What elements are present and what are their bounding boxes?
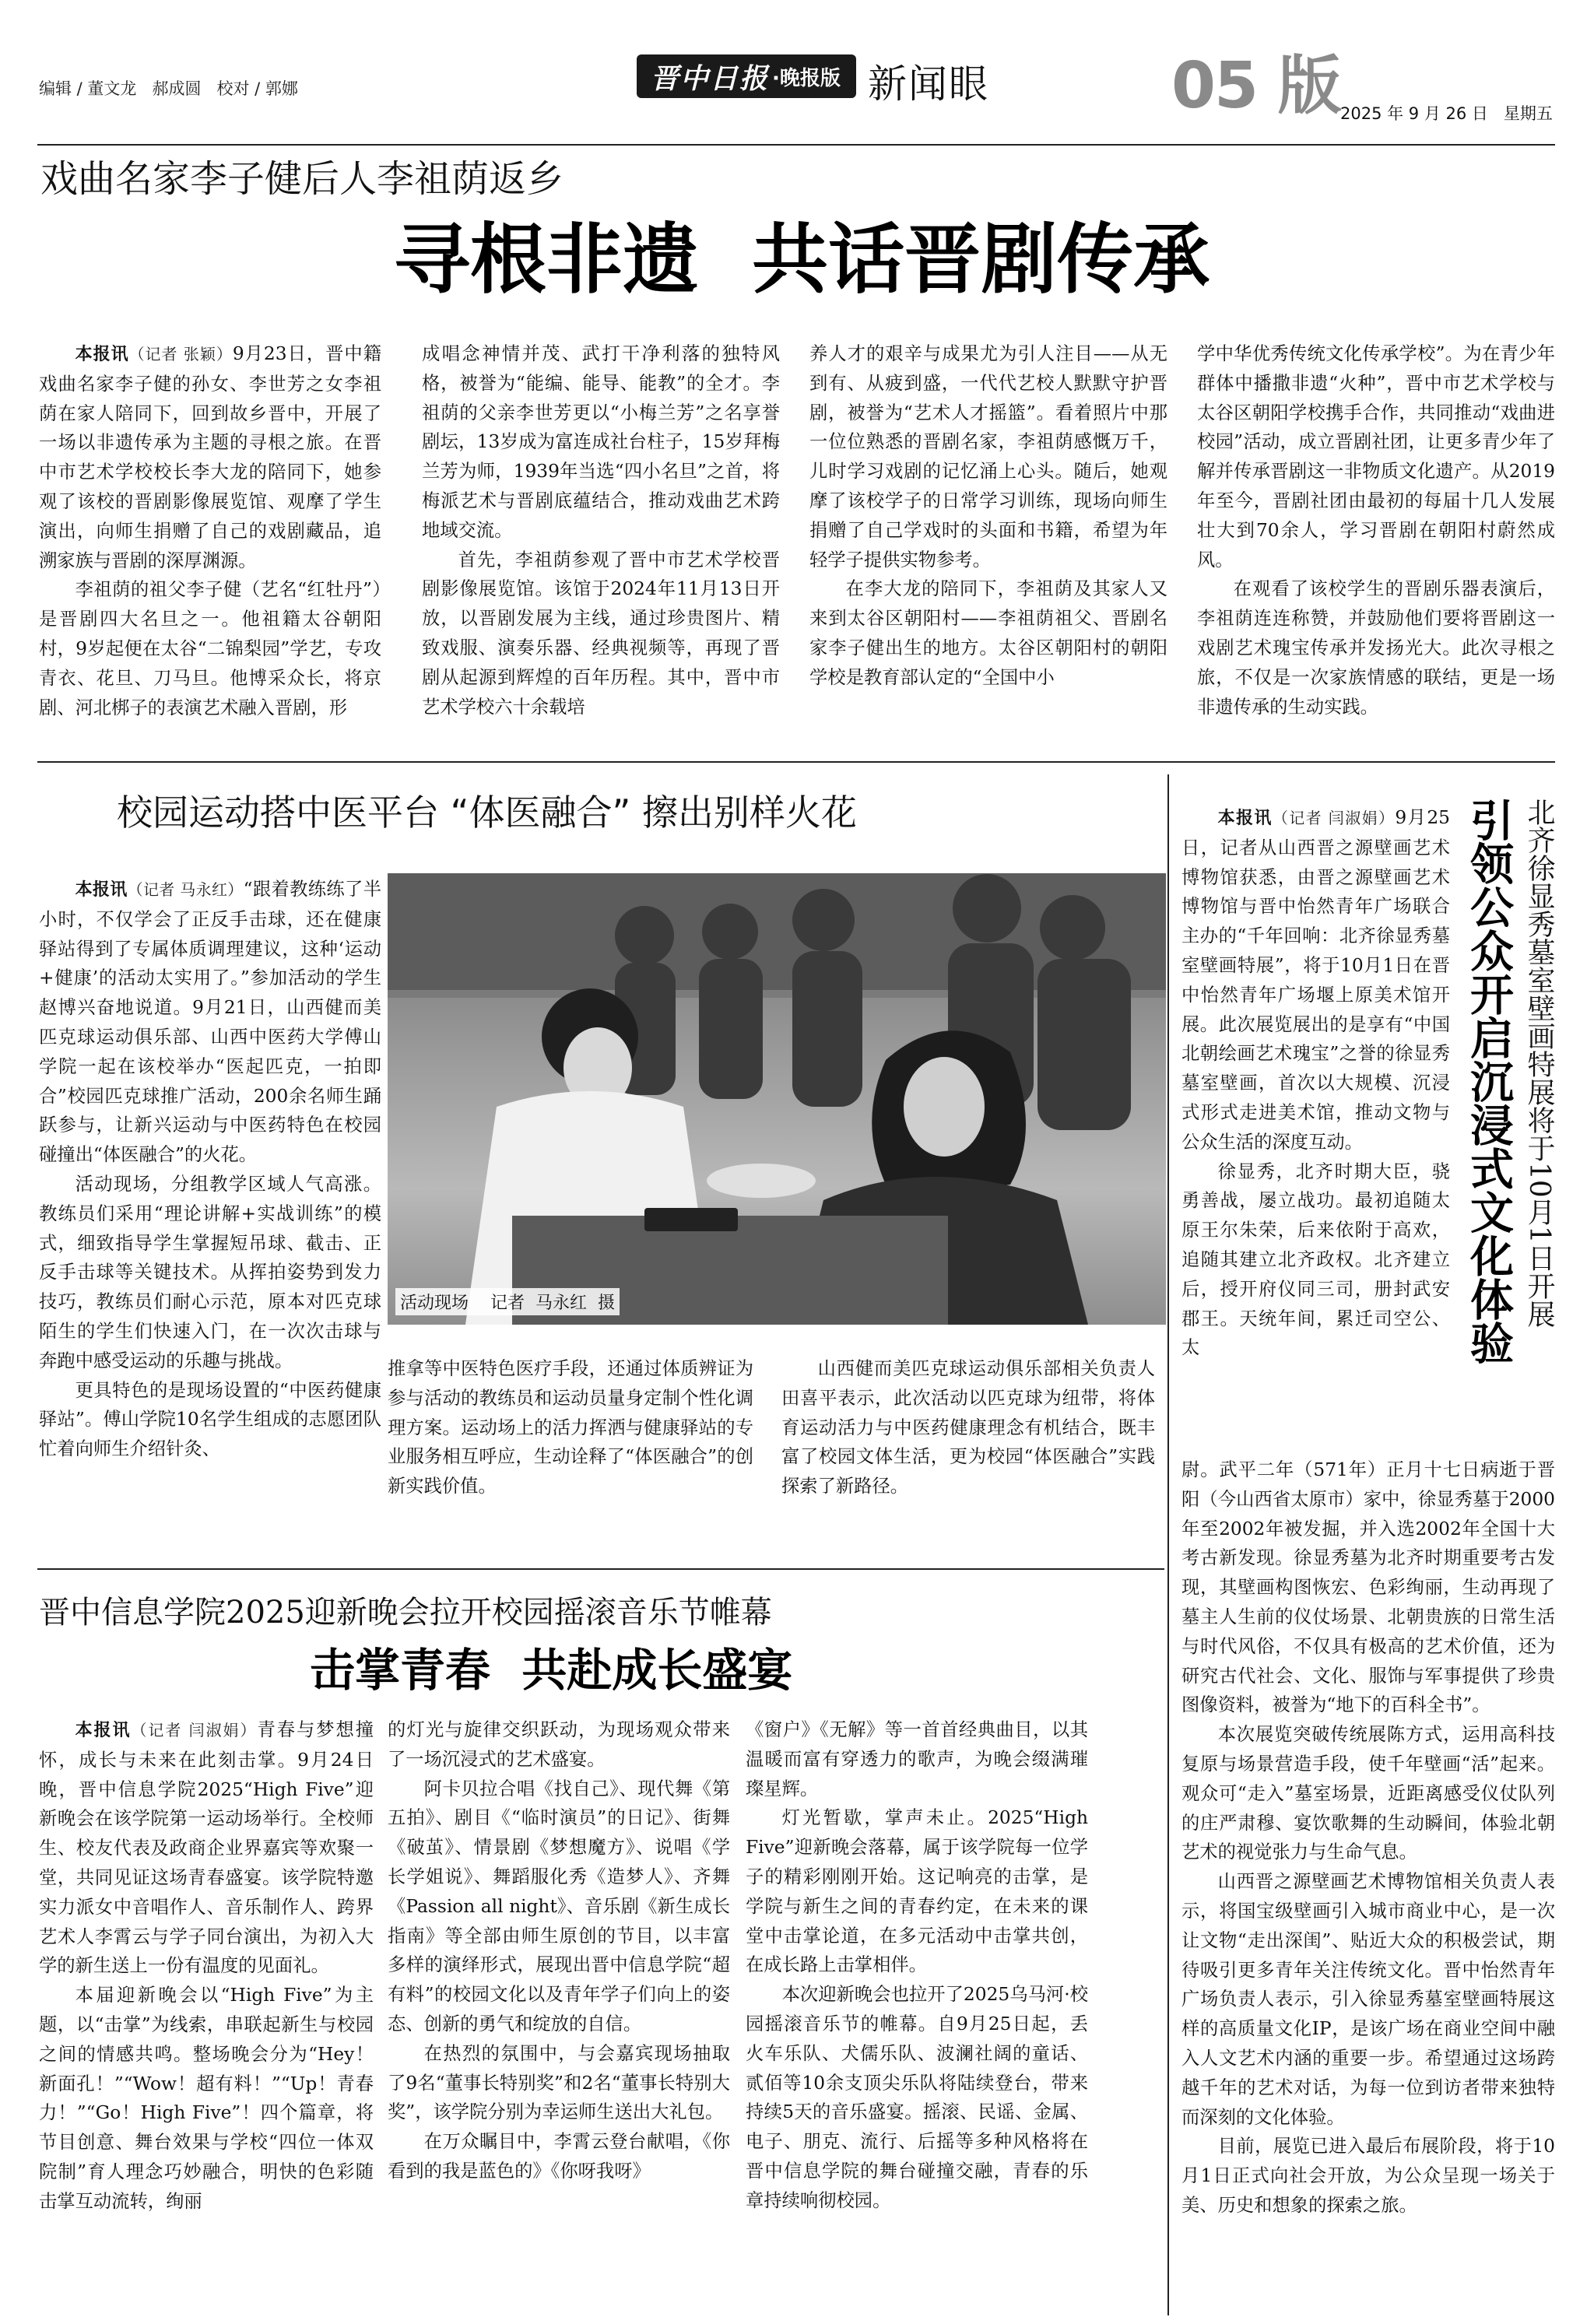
- article1-column-2: 成唱念神情并茂、武打干净利落的独特风格，被誉为“能编、能导、能教”的全才。李祖荫的父亲李世芳更以“小梅兰芳”之名享誉剧坛，13岁成为富连成社台柱子，15岁拜梅兰芳为师，1939年当选“四小名旦”之首，将梅派艺术与晋剧底蕴结合，推动戏曲艺术跨地域交流。 首先，李祖荫参观了晋中市艺术学校晋剧影像展览馆。该馆于2024年11月13日开放，以晋剧发展为主线，通过珍贵图片、精致戏服、演奏乐器、经典视频等，再现了晋剧从起源到辉煌的百年历程。其中，晋中市艺术学校六十余载培: [422, 343, 780, 718]
- section-name: 新闻眼: [868, 61, 989, 107]
- newspaper-logo: [637, 54, 856, 98]
- issue-date: 2025 年 9 月 26 日 星期五: [1340, 104, 1553, 123]
- article4-headline-sub: 北齐徐显秀墓室壁画特展将于10月1日开展: [1523, 798, 1555, 1328]
- article2-byline-label: 本报讯: [75, 880, 128, 900]
- article1-headline: 寻根非遗 共话晋剧传承: [393, 216, 1210, 304]
- masthead-rule: [37, 144, 1555, 146]
- article1-kicker: 戏曲名家李子健后人李祖荫返乡: [40, 157, 564, 201]
- article3-column-1: 本报讯（记者 闫淑娟）青春与梦想撞怀，成长与未来在此刻击掌。9月24日晚，晋中信息学院2025“High Five”迎新晚会在该学院第一运动场举行。全校师生、校友代表及政商企业界嘉宾等欢聚一堂，共同见证这场青春盛宴。该学院特邀实力派女中音唱作人、音乐制作人、跨界艺术人李霄云与学子同台演出，为初入大学的新生送上一份有温度的见面礼。 本届迎新晚会以“High Five”为主题，以“击掌”为线索，串联起新生与校园之间的情感共鸣。整场晚会分为“Hey！新面孔！”“Wow！超有料！”“Up！青春力！”“Go！High Five”！四个篇章，将节目创意、舞台效果与学校“四位一体双院制”育人理念巧妙融合，明快的色彩随击掌互动流转，绚丽: [39, 1719, 374, 2212]
- article4-column-wide: 尉。武平二年（571年）正月十七日病逝于晋阳（今山西省太原市）家中，徐显秀墓于2000年至2002年被发掘，并入选2002年全国十大考古新发现。徐显秀墓为北齐时期重要考古发现，其壁画构图恢宏、色彩绚丽，生动再现了墓主人生前的仪仗场景、北朝贵族的日常生活与时代风俗，不仅具有极高的艺术价值，还为研究古代社会、文化、服饰与军事提供了珍贵图像资料，被誉为“地下的百科全书”。 本次展览突破传统展陈方式，运用高科技复原与场景营造手段，使千年壁画“活”起来。观众可“走入”墓室场景，近距离感受仪仗队列的庄严肃穆、宴饮歌舞的生动瞬间，体验北朝艺术的视觉张力与生命气息。 山西晋之源壁画艺术博物馆相关负责人表示，将国宝级壁画引入城市商业中心，是一次让文物“走出深闺”、贴近大众的积极尝试，期待吸引更多青年关注传统文化。晋中怡然青年广场负责人表示，引入徐显秀墓室壁画特展这样的高质量文化IP，是该广场在商业空间中融入人文艺术内涵的重要一步。希望通过这场跨越千年的艺术对话，为每一位到访者带来独特而深刻的文化体验。 目前，展览已进入最后布展阶段，将于10月1日正式向社会开放，为公众呈现一场关于美、历史和想象的探索之旅。: [1181, 1459, 1555, 2216]
- editor-credits: 编辑 / 董文龙 郝成圆 校对 / 郭娜: [39, 79, 298, 98]
- article1-byline-reporter: （记者 张颖）: [128, 345, 233, 363]
- article1-byline-label: 本报讯: [75, 345, 129, 364]
- article3-byline-reporter: （记者 闫淑娟）: [131, 1721, 258, 1739]
- photo-scene: [388, 873, 1166, 1325]
- edition-tag: ·晚报版: [772, 66, 841, 90]
- article3-kicker: 晋中信息学院2025迎新晚会拉开校园摇滚音乐节帷幕: [39, 1595, 772, 1631]
- article1-bottom-rule: [37, 761, 1555, 763]
- article1-column-3: 养人才的艰辛与成果尤为引人注目——从无到有、从疲到盛，一代代艺校人默默守护晋剧，被誉为“艺术人才摇篮”。看着照片中那一位位熟悉的晋剧名家，李祖荫感慨万千，儿时学习戏剧的记忆涌上心头。随后，她观摩了该校学子的日常学习训练，现场向师生捐赠了自己学戏时的头面和书籍，希望为年轻学子提供实物参考。 在李大龙的陪同下，李祖荫及其家人又来到太谷区朝阳村——李祖荫祖父、晋剧名家李子健出生的地方。太谷区朝阳村的朝阳学校是教育部认定的“全国中小: [809, 343, 1167, 688]
- event-photo: [388, 873, 1166, 1325]
- article2-bottom-rule: [37, 1568, 1164, 1570]
- article2-byline-reporter: （记者 马永红）: [127, 880, 244, 899]
- article3-column-3: 《窗户》《无解》等一首首经典曲目，以其温暖而富有穿透力的歌声，为晚会缀满璀璨星辉。 灯光暂歇，掌声未止。2025“High Five”迎新晚会落幕，属于该学院每一位学子的精彩刚刚开始。这记响亮的击掌，是学院与新生之间的青春约定，在未来的课堂中击掌论道，在多元活动中击掌共创，在成长路上击掌相伴。 本次迎新晚会也拉开了2025乌马河·校园摇滚音乐节的帷幕。自9月25日起，丢火车乐队、犬儒乐队、波澜社阔的童话、贰佰等10余支顶尖乐队将陆续登台，带来持续5天的音乐盛宴。摇滚、民谣、金属、电子、朋克、流行、后摇等多种风格将在晋中信息学院的舞台碰撞交融，青春的乐章持续响彻校园。: [746, 1719, 1088, 2211]
- article4-column-narrow: 本报讯（记者 闫淑娟）9月25日，记者从山西晋之源壁画艺术博物馆获悉，由晋之源壁画艺术博物馆与晋中怡然青年广场联合主办的“千年回响：北齐徐显秀墓室壁画特展”，将于10月1日在晋中怡然青年广场堰上原美术馆开展。此次展览展出的是享有“中国北朝绘画艺术瑰宝”之誉的徐显秀墓室壁画，首次以大规模、沉浸式形式走进美术馆，推动文物与公众生活的深度互动。 徐显秀，北齐时期大臣，骁勇善战，屡立战功。最初追随太原王尔朱荣，后来依附于高欢，追随其建立北齐政权。北齐建立后，授开府仪同三司，册封武安郡王。天统年间，累迁司空公、太: [1181, 807, 1450, 1359]
- article3-column-2: 的灯光与旋律交织跃动，为现场观众带来了一场沉浸式的艺术盛宴。 阿卡贝拉合唱《找自己》、现代舞《第五拍》、剧目《“临时演员”的日记》、街舞《破茧》、情景剧《梦想魔方》、说唱《学长学姐说》、舞蹈服化秀《造梦人》、齐舞《Passion all night》、音乐剧《新生成长指南》等全部由师生原创的节目，以丰富多样的演绎形式，展现出晋中信息学院“超有料”的校园文化以及青年学子们向上的姿态、创新的勇气和绽放的自信。 在热烈的氛围中，与会嘉宾现场抽取了9名“董事长特别奖”和2名“董事长特别大奖”，该学院分别为幸运师生送出大礼包。 在万众瞩目中，李霄云登台献唱，《你看到的我是蓝色的》《你呀我呀》: [388, 1719, 730, 2182]
- article2-column-2: 推拿等中医特色医疗手段，还通过体质辨证为参与活动的教练员和运动员量身定制个性化调理方案。运动场上的活力挥洒与健康驿站的专业服务相互呼应，生动诠释了“体医融合”的创新实践价值。: [388, 1358, 753, 1497]
- article4-left-rule: [1167, 774, 1169, 2315]
- article2-column-1: 本报讯（记者 马永红）“跟着教练练了半小时，不仅学会了正反手击球，还在健康驿站得到了专属体质调理建议，这种‘运动+健康’的活动太实用了。”参加活动的学生赵博兴奋地说道。9月21日，山西健而美匹克球运动俱乐部、山西中医药大学傅山学院一起在该校举办“医起匹克，一拍即合”校园匹克球推广活动，200余名师生踊跃参与，让新兴运动与中医药特色在校园碰撞出“体医融合”的火花。 活动现场，分组教学区域人气高涨。教练员们采用“理论讲解+实战训练”的模式，细致指导学生掌握短吊球、截击、正反手击球等关键技术。从挥拍姿势到发力技巧，教练员们耐心示范，原本对匹克球陌生的学生们快速入门，在一次次击球与奔跑中感受运动的乐趣与挑战。 更具特色的是现场设置的“中医药健康驿站”。傅山学院10名学生组成的志愿团队忙着向师生介绍针灸、: [39, 879, 381, 1460]
- article2-headline: 校园运动搭中医平台 “体医融合” 擦出别样火花: [117, 792, 857, 834]
- logo-text: 晋中日报: [651, 61, 770, 95]
- article3-byline-label: 本报讯: [75, 1721, 132, 1740]
- photo-caption: 活动现场 记者 马永红 摄: [395, 1288, 620, 1315]
- page-number: 05 版: [1171, 49, 1340, 123]
- article1-column-1: 本报讯（记者 张颖）9月23日，晋中籍戏曲名家李子健的孙女、李世芳之女李祖荫在家人陪同下，回到故乡晋中，开展了一场以非遗传承为主题的寻根之旅。在晋中市艺术学校校长李大龙的陪同下，她参观了该校的晋剧影像展览馆、观摩了学生演出，向师生捐赠了自己的戏剧藏品，追溯家族与晋剧的深厚渊源。 李祖荫的祖父李子健（艺名“红牡丹”）是晋剧四大名旦之一。他祖籍太谷朝阳村，9岁起便在太谷“二锦梨园”学艺，专攻青衣、花旦、刀马旦。他博采众长，将京剧、河北梆子的表演艺术融入晋剧，形: [39, 343, 381, 718]
- article1-column-4: 学中华优秀传统文化传承学校”。为在青少年群体中播撒非遗“火种”，晋中市艺术学校与太谷区朝阳学校携手合作，共同推动“戏曲进校园”活动，成立晋剧社团，让更多青少年了解并传承晋剧这一非物质文化遗产。从2019年至今，晋剧社团由最初的每届十几人发展壮大到70余人，学习晋剧在朝阳村蔚然成风。 在观看了该校学生的晋剧乐器表演后，李祖荫连连称赞，并鼓励他们要将晋剧这一戏剧艺术瑰宝传承并发扬光大。此次寻根之旅，不仅是一次家族情感的联结，更是一场非遗传承的生动实践。: [1197, 343, 1555, 718]
- article3-headline: 击掌青春 共赴成长盛宴: [310, 1644, 793, 1697]
- article4-byline-reporter: （记者 闫淑娟）: [1272, 809, 1396, 827]
- article4-headline-main: 引领公众开启沉浸式文化体验: [1463, 798, 1514, 1364]
- article2-column-3: 山西健而美匹克球运动俱乐部相关负责人田喜平表示，此次活动以匹克球为纽带，将体育运动活力与中医药健康理念有机结合，既丰富了校园文体生活，更为校园“体医融合”实践探索了新路径。: [781, 1358, 1155, 1497]
- article4-byline-label: 本报讯: [1217, 809, 1273, 828]
